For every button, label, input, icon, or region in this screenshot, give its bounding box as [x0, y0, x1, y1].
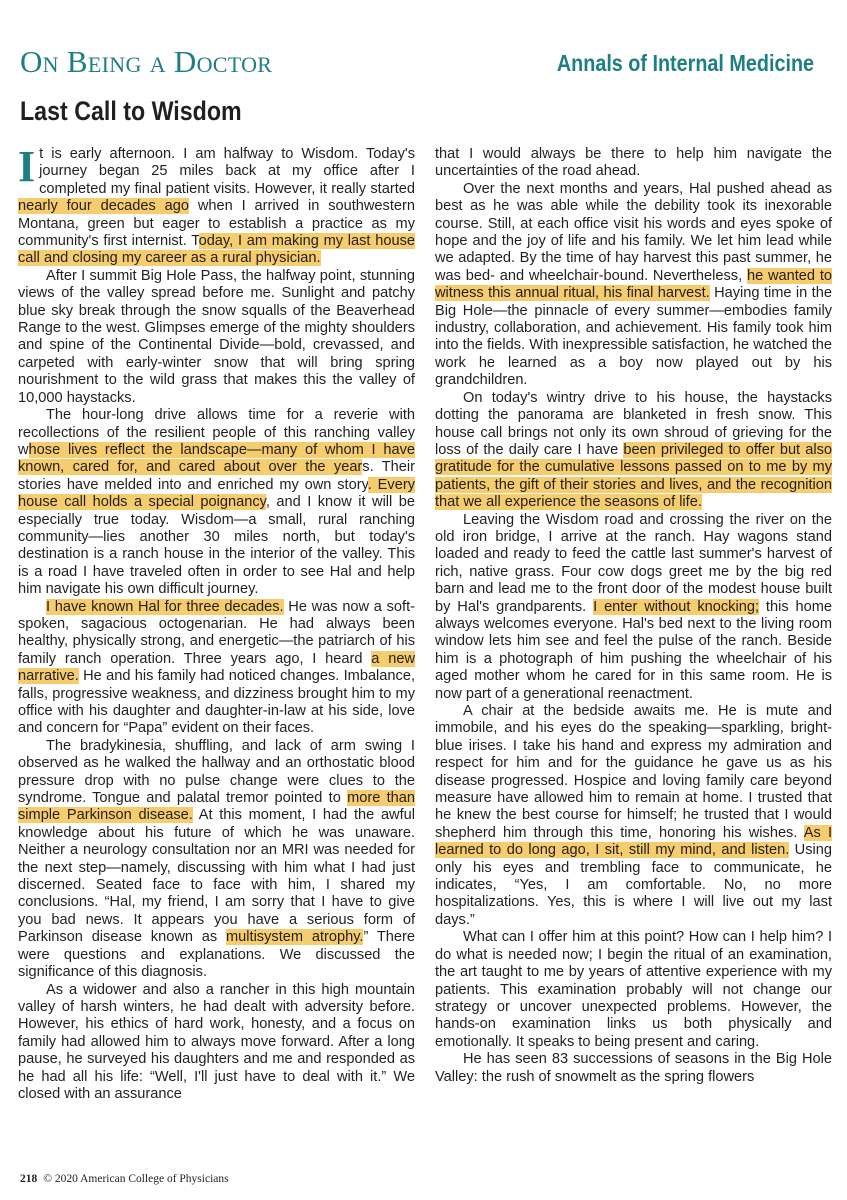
- paragraph: that I would always be there to help him navigate the uncertainties of the road ahead.: [435, 146, 832, 180]
- highlight: nearly four decades ago: [18, 198, 189, 215]
- highlight: I enter without knocking;: [593, 598, 760, 615]
- highlight: hose lives reflect the landscape—many of whom I have known, cared for, and cared about over the year: [18, 441, 415, 476]
- section-title: On Being a Doctor: [20, 44, 273, 79]
- highlight: more than simple Parkinson disease.: [18, 790, 415, 824]
- page-number: 218: [20, 1173, 38, 1185]
- highlight: multisystem atrophy.: [226, 929, 364, 946]
- right-column: [435, 146, 832, 1086]
- left-column: [18, 142, 416, 1103]
- highlight: been privileged to offer but also gratitude for the cumulative lessons passed on to me by my patients, the gift of their stories and lives, and the recognition that we all experience the seasons of life.: [435, 441, 832, 511]
- paragraph: As a widower and also a rancher in this high mountain valley of harsh winters, he had dealt with adversity before. However, his ethics of hard work, honesty, and a focus on family had allowed him to always move forward. After a long pause, he surveyed his daughters and me and responded as he had all his life: “Well, I'll just have to deal with it.” We closed with an assurance: [18, 981, 415, 1102]
- highlight: I have known Hal for three decades.: [46, 598, 284, 615]
- journal-name: Annals of Internal Medicine: [556, 50, 814, 76]
- article-title: Last Call to Wisdom: [20, 96, 242, 126]
- copyright: © 2020 American College of Physicians: [43, 1173, 229, 1185]
- page-footer: [20, 1173, 229, 1185]
- paragraph: The bradykinesia, shuffling, and lack of arm swing I observed as he walked the hallway and an orthostatic blood pressure drop with no pulse change were clues to the syndrome. Tongue and palatal tremor pointed to more than simple Parkinson disease. At this moment, I had the awful knowledge about his future of which he was unaware. Neither a neurology consultation nor an MRI was needed for the next step—namely, discussing with him what I had just discerned. Seated face to face with him, I shared my conclusions. “Hal, my friend, I am sorry that I have to give you bad news. It appears you have a serious form of Parkinson disease known as multisystem atrophy.” There were questions and explanations. We discussed the significance of this diagnosis.: [18, 737, 416, 981]
- highlight: he wanted to witness this annual ritual, his final harvest.: [435, 267, 832, 302]
- paragraph: What can I offer him at this point? How can I help him? I do what is needed now; I begin the ritual of an examination, the art taught to me by years of attentive experience with my patients. This examination probably will not change our strategy or uncover unexpected problems. However, the hands-on examination links us both physically and emotionally. It speaks to being present and caring.: [435, 929, 832, 1050]
- paragraph: It is early afternoon. I am halfway to Wisdom. Today's journey began 25 miles back at my office after I completed my final patient visits. However, it really started nearly four decades ago when I arrived in southwestern Montana, green but eager to establish a practice as my community's first internist. Today, I am making my last house call and closing my career as a rural physician.: [18, 142, 415, 267]
- paragraph: The hour-long drive allows time for a reverie with recollections of the resilient people of this ranching valley whose lives reflect the landscape—many of whom I have known, cared for, and cared about over the years. Their stories have melded into and enriched my own story. Every house call holds a special poignancy, and I know it will be especially true today. Wisdom—a small, rural ranching community—lies another 30 miles north, but today's destination is a ranch house in the interior of the valley. This is a road I have traveled often in order to see Hal and help him navigate his own difficult journey.: [18, 407, 415, 598]
- paragraph: He has seen 83 successions of seasons in the Big Hole Valley: the rush of snowmelt as the spring flowers: [435, 1051, 832, 1085]
- paragraph: I have known Hal for three decades. He was now a soft-spoken, sagacious octogenarian. He had always been healthy, physically strong, and energetic—the patriarch of his family ranch operation. Three years ago, I heard a new narrative. He and his family had noticed changes. Imbalance, falls, progressive weakness, and dizziness brought him to my office with his daughter and daughter-in-law at his side, love and concern for “Papa” evident on their faces.: [18, 598, 416, 737]
- highlight: As I learned to do long ago, I sit, still my mind, and listen.: [435, 824, 833, 859]
- paragraph: A chair at the bedside awaits me. He is mute and immobile, and his eyes do the speaking—sparkling, bright-blue irises. I take his hand and express my admiration and respect for him and for the guidance he gave us as his disease progressed. Hospice and loving family care beyond measure have allowed him to remain at home. I trusted that he knew the best course for himself; he trusted that I would shepherd him through this time, honoring his wishes. As I learned to do long ago, I sit, still my mind, and listen. Using only his eyes and trembling face to communicate, he indicates, “Yes, I am comfortable. No, no more hospitalizations. Yes, this is where I will live out my last days.”: [435, 703, 833, 928]
- paragraph: Over the next months and years, Hal pushed ahead as best as he was able while the debility took its inexorable course. Still, at each office visit his words and eyes spoke of hope and the joy of life and his family. We let him lead while we adapted. By the time of hay harvest this past summer, he was bed- and wheelchair-bound. Nevertheless, he wanted to witness this annual ritual, his final harvest. Haying time in the Big Hole—the pinnacle of every summer—embodies family industry, collaboration, and achievement. His family took him into the fields. With inexpressible satisfaction, he watched the work he learned as a boy now played out by his grandchildren.: [435, 180, 832, 389]
- drop-cap: I: [18, 142, 36, 191]
- highlight: . Every house call holds a special poignancy: [18, 476, 415, 511]
- highlight: a new narrative.: [18, 650, 415, 685]
- highlight: oday, I am making my last house call and closing my career as a rural physician.: [18, 233, 415, 267]
- paragraph: On today's wintry drive to his house, the haystacks dotting the panorama are blanketed in fresh snow. This house call brings not only its own shroud of grieving for the loss of the daily care I have been privileged to offer but also gratitude for the cumulative lessons passed on to me by my patients, the gift of their stories and lives, and the recognition that we all experience the seasons of life.: [435, 389, 832, 511]
- paragraph: Leaving the Wisdom road and crossing the river on the old iron bridge, I arrive at the ranch. Hay wagons stand loaded and ready to feed the cattle last summer's harvest of rich, native grass. Four cow dogs greet me by the big red barn and lead me to the front door of the modest house built by Hal's grandparents. I enter without knocking; this home always welcomes everyone. Hal's bed next to the living room window lets him see and feel the pulse of the ranch. Beside him is a photograph of him pushing the wheelchair of his aged mother whom he cared for in this same room. He is now part of a generational reenactment.: [435, 511, 833, 702]
- paragraph: After I summit Big Hole Pass, the halfway point, stunning views of the valley spread before me. Sunlight and patchy blue sky break through the snow squalls of the Beaverhead Range to the west. Glimpses emerge of the mighty shoulders and spine of the Continental Divide—bold, crevassed, and carpeted with early-winter snow that will bring spring nourishment to the wild grass that makes this the valley of 10,000 haystacks.: [18, 267, 415, 406]
